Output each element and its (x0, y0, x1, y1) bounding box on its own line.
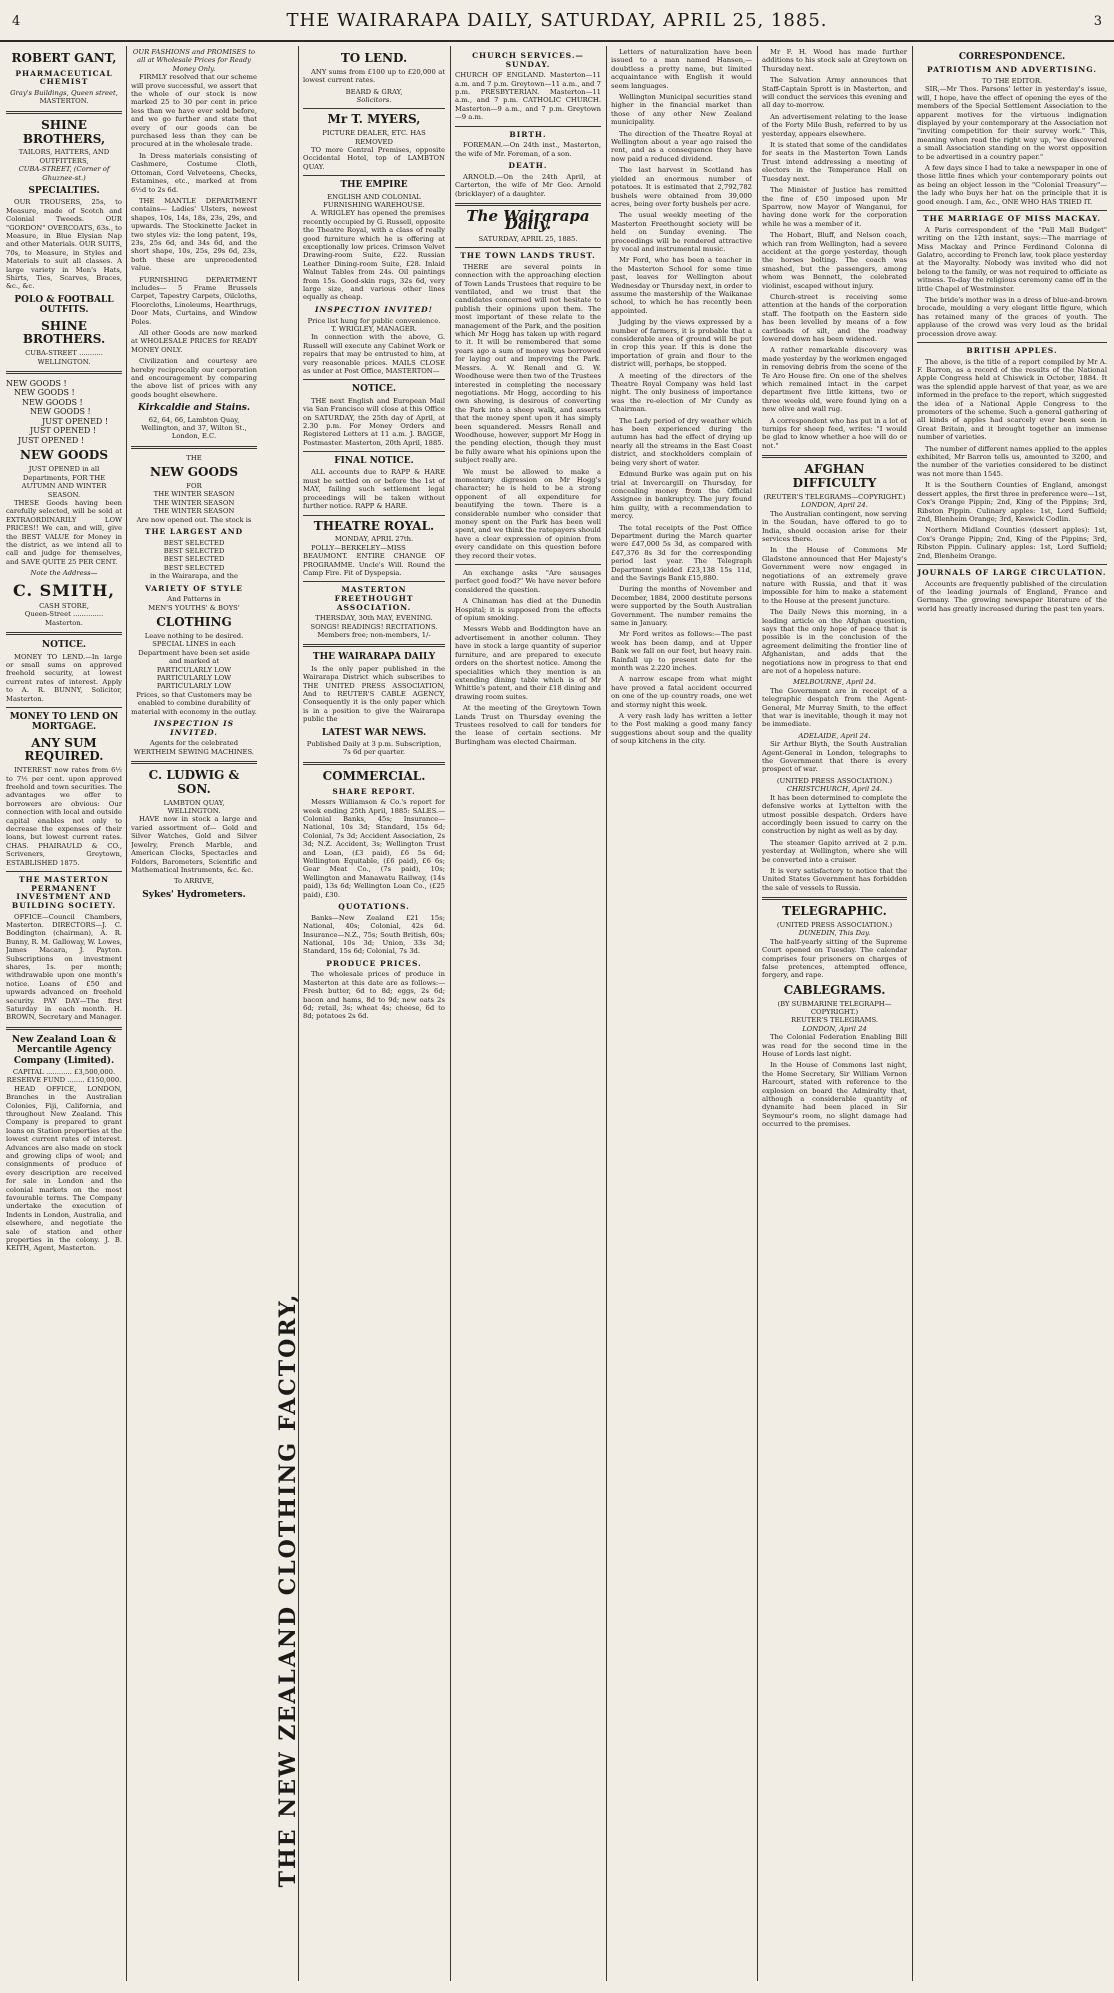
column-7 (917, 48, 1107, 1978)
ad-body: Is the only paper published in the Wairarapa District which subscribes to THE UNITED PRESS ASSOCIATION, And to REUTER'S CABLE AGENCY, Consequently it is the only paper which is in a position to give the Wairarapa public the (303, 664, 445, 724)
article-heading-telegraphic: TELEGRAPHIC. (782, 904, 887, 919)
ad-text: THE (186, 453, 202, 462)
divider (6, 632, 122, 635)
article-heading: BRITISH APPLES. (966, 345, 1058, 355)
ad-address: CUBA-STREET, (Corner of Ghuznee-st.) (18, 165, 110, 182)
article-credit: (BY SUBMARINE TELEGRAPH—COPYRIGHT.) (777, 999, 892, 1016)
ad-body: FIRMLY resolved that our scheme will prove successful, we assert that the whole of our stock is now marked 25 to 30 per cent in price less than we have ever sold before, and we go further and state that every of our goods can be purchased less than they can be procured at in the wholesale trade. (131, 73, 257, 149)
list-item: JUST OPENED ! (18, 435, 85, 445)
ad-body: OFFICE—Council Chambers, Masterton. DIRECTORS—J. C. Boddington (chairman), A. R. Bunny, R. M. Galloway, W. Lowes, James Macara, J. Payton. Subscriptions on investment shares, 1s. per month; withdrawable upon one month's notice. Loans of £50 and upwards advanced on freehold security. PAY DAY—The first Saturday in each month. H. BROWN, Secretary and Manager. (6, 912, 122, 1022)
ad-line: MEN'S YOUTHS' & BOYS' (148, 603, 240, 612)
article-body: At the meeting of the Greytown Town Lands Trust on Thursday evening the Trustees resolved to call for tenders for the lease of certain sections. Mr Burlingham was elected Chairman. (455, 704, 601, 746)
list-item: NEW GOODS ! (22, 397, 83, 407)
ad-address: Gray's Buildings, Queen street, (10, 89, 118, 98)
article-body: FOREMAN.—On 24th inst., Masterton, the wife of Mr. Foreman, of a son. (455, 141, 601, 158)
divider (303, 581, 445, 582)
column-rule (757, 46, 758, 1981)
article-body: It has been determined to complete the defensive works at Lyttelton with the utmost possible despatch. Orders have accordingly been issued to carry on the construction by night as well as by day. (762, 793, 907, 836)
article-body: The Lady period of dry weather which has been experienced during the autumn has had the effect of drying up nearly all the streams in the East Coast district, and stockholders complain of being very short of water. (611, 416, 752, 467)
article-credit: (UNITED PRESS ASSOCIATION.) (776, 776, 893, 785)
ad-body: HEAD OFFICE, LONDON, Branches in the Australian Colonies, Fiji, California, and throughout New Zealand. This Company is prepared to grant loans on Station properties at the lowest current rates of interest. Advances are also made on stock and growing clips of wool; and consignments of produce of every description are received for sale in London and the colonial markets on the most favourable terms. The Company undertake the execution of Indents in London, Australia, and elsewhere, and negotiate the sale of station and other properties in the colony. J. B. KEITH, Agent, Masterton. (6, 1084, 122, 1253)
article-body: The steamer Gapito arrived at 2 p.m. yesterday at Wellington, where she will be converted into a cruiser. (762, 838, 907, 864)
article-credit: (REUTER'S TELEGRAMS—COPYRIGHT.) (763, 492, 906, 501)
editorial-masthead: The Wairarapa Daily. (466, 206, 590, 234)
divider (455, 564, 601, 565)
page-number-right: 3 (1093, 14, 1102, 29)
ad-heading: MONEY TO LEND ON MORTGAGE. (9, 711, 119, 733)
article-body: The Australian contingent, now serving in the Soudan, have offered to go to India, should occasion arise for their services there. (762, 509, 907, 543)
column-6 (762, 48, 907, 1978)
ad-town: WELLINGTON. (167, 807, 221, 816)
article-body: The half-yearly sitting of the Supreme Court opened on Tuesday. The calendar comprises four prisoners on charges of false pretences, attempted offence, forgery, and rape. (762, 937, 907, 980)
divider (131, 446, 257, 449)
divider (303, 451, 445, 452)
section-heading-birth: BIRTH. (509, 129, 547, 139)
article-dateline: CHRISTCHURCH, April 24. (786, 785, 883, 794)
article-body: It is very satisfactory to notice that the United States Government has forbidden the sale of vessels to Russia. (762, 866, 907, 892)
article-credit: (UNITED PRESS ASSOCIATION.) (776, 920, 893, 929)
article-heading: JOURNALS OF LARGE CIRCULATION. (917, 567, 1107, 577)
article-body: ARNOLD.—On the 24th April, at Carterton, the wife of Mr Geo. Arnold (bricklayer) of a daughter. (455, 172, 601, 198)
ad-text: WERTHEIM SEWING MACHINES. (133, 747, 255, 756)
article-body: Banks—New Zealand £21 15s; National, 40s; Colonial, 42s 6d. Insurance—N.Z., 75s; South British, 60s; National, 10s 3d; Union, 33s 3d; Standard, 15s 6d; Colonial, 7s 3d. (303, 913, 445, 956)
ad-heading: INSPECTION IS INVITED. (153, 719, 235, 737)
divider (455, 126, 601, 127)
article-heading-afghan: AFGHAN DIFFICULTY (792, 462, 877, 491)
ad-title: CLOTHING (156, 615, 232, 630)
ad-text: THERSDAY, 30th MAY, EVENING. (315, 614, 433, 623)
vertical-banner (262, 1240, 301, 1940)
ad-heading: MASTERTON FREETHOUGHT ASSOCIATION. (334, 585, 414, 612)
newspaper-title: THE WAIRARAPA DAILY, SATURDAY, APRIL 25, 1885. (286, 10, 828, 31)
ad-line: THE WINTER SEASON (153, 498, 235, 507)
article-dateline: MELBOURNE, April 24. (792, 678, 877, 687)
article-body: A correspondent who has put in a lot of turnips for sheep feed, writes: "I would be glad to know whether a hoe will do or not." (762, 416, 907, 450)
ad-body: ANY sums from £100 up to £20,000 at lowest current rates. (303, 67, 445, 85)
list-item: NEW GOODS ! (6, 378, 67, 388)
ad-subtitle: ENGLISH AND COLONIAL FURNISHING WAREHOUSE. (323, 192, 425, 209)
banner-title: THE NEW ZEALAND CLOTHING FACTORY, (275, 1292, 301, 1888)
ad-town: MASTERTON. (39, 97, 89, 106)
article-body: The Daily News this morning, in a leading article on the Afghan question, says that the only hope of peace that is possible is in the conclusion of the agreement delimiting the frontier line of Afghanistan, and adds that the negotiations now in progress to that end are not of a hopeless nature. (762, 608, 907, 675)
article-body: Messrs Webb and Boddington have an advertisement in another column. They have in stock a large quantity of superior furniture, and are prepared to execute orders on the shortest notice. Among the specialities which they mention is an extending dining table which is of Mr Whittle's patent, and their £18 dining and drawing room suites. (455, 625, 601, 701)
article-body: It is stated that some of the candidates for seats in the Masterton Town Lands Trust intend addressing a meeting of electors in the Temperance Hall on Tuesday next. (762, 141, 907, 183)
article-body: It is the Southern Counties of England, amongst dessert apples, the first three in preference were—1st, Cox's Orange Pippin; 2nd, King of the Pippins; 3rd, Ribston Pippin. Culinary apples: 1st, Lord Suffield; 2nd, Blenheim Orange; 3rd, Keswick Codlin. (917, 481, 1107, 523)
article-body: Northern Midland Counties (dessert apples): 1st, Cox's Orange Pippin; 2nd, King of the Pippins; 3rd, Ribston Pippin. Culinary apples: 1st, Lord Suffield; 2nd, Blenheim Orange. (917, 526, 1107, 560)
article-dateline: DUNEDIN, This Day. (798, 929, 871, 938)
ad-text: SONGS! READINGS! RECITATIONS. (310, 622, 438, 631)
article-subheading: TO THE EDITOR. (981, 76, 1043, 85)
article-dateline: LONDON, April 24 (802, 1024, 867, 1033)
article-body: Messrs Williamson & Co.'s report for week ending 25th April, 1885: SALES.—Colonial Banks, 45s; Insurance—National, 10s 3d; Standard, 15s 6d; Colonial, 7s 3d; Accident Association, 2s 3d; N.Z. Accident, 3s; Wellington Trust and Loan, (£3 paid), £6 5s 6d; Wellington Equitable, (£6 paid), £6 6s; Gear Meat Co., (7s paid), 10s; Wellington and Manawatu Railway, (14s paid), 13s 6d; Wellington Loan Co., (£25 paid), £30. (303, 798, 445, 899)
ad-body: HAVE now in stock a large and varied assortment of— Gold and Silver Watches, Gold and Silver Jewelry, French Marble, and American Clocks, Spectacles and Folders, Barometers, Scientific and Mathematical Instruments, &c. &c. (131, 815, 257, 874)
ad-text: Leave nothing to be desired. (144, 631, 244, 640)
article-body: SIR,—Mr Thos. Parsons' letter in yesterday's issue, will, I hope, have the effect of opening the eyes of the members of the Special Settlement Association to the apparent motives for the virtuous indignation displayed by your contemporary at the Association not "inviting competition for their survey work." This, meaning when read the right way up, "we discovered a small Association standing on the worst opposition to be advertised in a country paper." (917, 85, 1107, 161)
ad-text: FOR (186, 482, 202, 491)
divider (6, 871, 122, 872)
ad-text: And Patterns in (167, 595, 221, 604)
editorial-date: SATURDAY, APRIL 25, 1885. (478, 234, 578, 243)
article-body: Letters of naturalization have been issued to a man named Hansen,—doubtless a pretty name, but limited acquaintance with English it would seem languages. (611, 48, 752, 90)
ad-heading: INSPECTION INVITED! (315, 304, 433, 314)
divider (917, 564, 1107, 565)
ad-signature: T. WRIGLEY, MANAGER. (331, 324, 417, 333)
ad-text: Are now opened out. The stock is (136, 515, 252, 524)
ad-text: Published Daily at 3 p.m. Subscription, 7s 6d per quarter. (306, 739, 442, 757)
article-heading-cablegrams: CABLEGRAMS. (783, 982, 886, 997)
ad-title-ludwig: C. LUDWIG & SON. (148, 768, 240, 796)
list-item: NEW GOODS ! (30, 407, 91, 417)
list-item: JUST OPENED ! (42, 416, 109, 426)
section-heading-death: DEATH. (508, 161, 548, 171)
article-heading: THE MARRIAGE OF MISS MACKAY. (923, 214, 1101, 224)
article-body: An advertisement relating to the lease of the Forty Mile Bush, referred to by us yesterday, appears elsewhere. (762, 112, 907, 138)
article-body: The Colonial Federation Enabling Bill was read for the second time in the House of Lords last night. (762, 1033, 907, 1059)
ad-title: NEW GOODS (150, 465, 238, 480)
column-4 (455, 48, 601, 1978)
article-body: During the months of November and December, 1884, 2000 destitute persons were supported by the South Australian Government. The number remains the same in January. (611, 585, 752, 627)
ad-text: in the Wairarapa, and the (149, 572, 239, 581)
list-item: NEW GOODS ! (14, 388, 75, 398)
ad-title-shine: SHINE BROTHERS, (22, 117, 106, 146)
notice-body: ALL accounts due to RAPP & HARE must be settled on or before the 1st of MAY, failing such settlement legal proceedings will be taken without further notice. RAPP & HARE. (303, 468, 445, 511)
article-dateline: LONDON, April 24. (801, 501, 868, 510)
column-2 (131, 48, 257, 1978)
ad-header: OUR FASHIONS and PROMISES to all at Wholesale Prices for Ready Money Only. (132, 48, 256, 73)
ad-subtitle: PHARMACEUTICAL CHEMIST (15, 68, 113, 87)
article-body: A few days since I had to take a newspaper in one of those little fines which your contemporary points out as being an object lesson in the "Colonial Treasury"—the lady who buys her hat on the principle that it is good enough. I am, &c., ONE WHO HAS TRIED IT. (917, 164, 1107, 206)
ad-text: Price list hung for public convenience. (307, 316, 441, 325)
divider (6, 371, 122, 374)
divider (303, 175, 445, 176)
divider (455, 247, 601, 248)
article-body: Mr F. H. Wood has made further additions to his stock sale at Greytown on Thursday next. (762, 48, 907, 73)
section-heading-commercial: COMMERCIAL. (322, 768, 426, 783)
ad-capital: CAPITAL ............ £3,500,000. (12, 1067, 116, 1076)
article-body: Accounts are frequently published of the circulation of the leading journals of England, France and Germany. The growing newspaper literature of the world has greatly increased during the past ten years. (917, 579, 1107, 613)
article-body: A Chinaman has died at the Dunedin Hospital; it is supposed from the effects of opium smoking. (455, 597, 601, 623)
ad-address: CUBA-STREET ........... WELLINGTON. (25, 349, 103, 366)
ad-body: A. WRIGLEY has opened the premises recently occupied by G. Russell, opposite the Theatre Royal, with a class of really good furniture which he is offering at exceptionally low prices. Crimson Velvet Drawing-room Suite, £22. Russian Leather Dining-room Suite, £28. Inlaid Walnut Tables from 24s. Oil paintings from 15s. Good-skin rugs, 32s 6d, very large size, and various other lines equally as cheap. (303, 209, 445, 302)
article-credit: REUTER'S TELEGRAMS. (790, 1016, 879, 1025)
article-body: THERE are several points in connection with the approaching election of Town Lands Trustees that require to be ventilated, and we trust that the candidates concerned will not hesitate to publish their opinions upon them. The most important of these relate to the management of the Park, and the position which Mr Hogg has taken up with regard to it. It will be remembered that some years ago a sum of money was borrowed for laying out and improving the Park. Messrs. A. W. Renall and G. W. Woodhouse were then two of the Trustees interested in completing the necessary negotiations. Mr Hogg, according to his own showing, is desirous of converting the Park into a sheep walk, and asserts that the money spent upon it has simply been squandered. Messrs Renall and Woodhouse, however, support Mr Hogg in the pending election, though they must be fully aware what his opinions upon the subject really are. (455, 262, 601, 465)
ad-address: LAMBTON QUAY, (163, 798, 225, 807)
divider (917, 342, 1107, 343)
ad-text: Agents for the celebrated (149, 739, 239, 748)
ad-text: SPECIAL LINES in each Department have been set aside and marked at (138, 640, 250, 666)
section-heading-correspondence: CORRESPONDENCE. (958, 52, 1066, 62)
ad-heading: Sykes' Hydrometers. (142, 889, 246, 900)
article-body: CHURCH OF ENGLAND. Masterton—11 a.m. and 7 p.m. Greytown—11 a.m., and 7 p.m. PRESBYTERIAN. Masterton—11 a.m., and 7 p.m. CATHOLIC CHURCH. Masterton—9 a.m., and 7 p.m. Greytown—9 a.m. (455, 71, 601, 122)
column-rule (912, 46, 913, 1981)
ad-line: BEST SELECTED (163, 547, 225, 556)
divider (6, 111, 122, 114)
ad-body: In connection with the above, G. Russell will execute any Cabinet Work or repairs that may be entrusted to him, at very reasonable prices. MAILS CLOSE as under at Post Office, MASTERTON— (303, 333, 445, 375)
ad-title-empire: THE EMPIRE (340, 180, 408, 191)
ad-line: BEST SELECTED (163, 538, 225, 547)
divider (917, 210, 1107, 211)
article-body: Judging by the views expressed by a number of farmers, it is probable that a considerable area of ground will be put in crop this year. If this is done the importation of grain and flour to the district will, perhaps, be stopped. (611, 318, 752, 369)
notice-body: THE next English and European Mail via San Francisco will close at this Office on SATURDAY, the 25th day of April, at 2.30 p.m. For Money Orders and Registered Letters at 11 a.m. J. BAGGE, Postmaster. Masterton, 20th April, 1885. (303, 396, 445, 447)
ad-title-shine-2: SHINE BROTHERS. (22, 318, 106, 347)
page-number-left: 4 (12, 14, 21, 29)
ad-text: To ARRIVE, (173, 877, 215, 886)
divider (303, 644, 445, 647)
article-body: The usual weekly meeting of the Masterton Freethought society will be held on Sunday evening. The proceedings will be rendered attractive by vocal and instrumental music. (611, 211, 752, 253)
divider (762, 897, 907, 900)
ad-body: All other Goods are now marked at WHOLESALE PRICES for READY MONEY ONLY. (131, 329, 257, 354)
article-body: Church-street is receiving some attention at the hands of the corporation staff. The footpath on the Eastern side has been levelled by means of a few cartloads of silt, and the roadway lowered down has been widened. (762, 292, 907, 343)
ad-text: Members free; non-members, 1/- (317, 631, 431, 640)
ad-title: ANY SUM REQUIRED. (24, 735, 104, 764)
ad-title-gant: ROBERT GANT, (11, 51, 117, 65)
ad-address: Queen-Street .............. Masterton. (24, 610, 104, 627)
article-body: An exchange asks "Are sausages perfect good food?" We have never before considered the question. (455, 569, 601, 594)
ad-date: MONDAY, APRIL 27th. (334, 535, 414, 544)
ad-title-to-lend: TO LEND. (340, 51, 408, 65)
notice-heading: NOTICE. (351, 384, 397, 395)
article-body: The Government are in receipt of a telegraphic despatch from the Agent-General, Mr Murray Smith, to the effect that war is inevitable, though it may not be immediate. (762, 686, 907, 729)
ad-signature: BEARD & GRAY, (345, 87, 403, 96)
ad-title-theatre: THEATRE ROYAL. (313, 518, 435, 533)
ad-subtitle: CASH STORE, (39, 601, 89, 610)
column-1 (6, 48, 122, 1978)
section-subheading: QUOTATIONS. (338, 902, 410, 912)
article-body: The bride's mother was in a dress of blue-and-brown brocade, moulding a very elegant little figure, which has retained many of the graces of youth. The applause of the crowd was very loud as the bridal procession drove away. (917, 295, 1107, 338)
notice-heading: NOTICE. (41, 640, 87, 651)
ad-reserve: RESERVE FUND ........ £150,000. (6, 1076, 122, 1085)
ad-title-myers: Mr T. MYERS, (327, 112, 421, 127)
ad-body: POLLY—BERKELEY—MISS BEAUMONT. ENTIRE CHANGE OF PROGRAMME. Uncle's Will. Round the Camp Fire. Fit of Dyspepsia. (303, 543, 445, 577)
article-body: A very rash lady has written a letter to the Post making a good many fancy suggestions about soup and the quality of soup kitchens in the city. (611, 712, 752, 746)
ad-heading: LATEST WAR NEWS. (321, 727, 427, 738)
ad-body: TO more Central Premises, opposite Occidental Hotel, top of LAMBTON QUAY. (303, 146, 445, 171)
divider (303, 515, 445, 516)
ad-line: PARTICULARLY LOW (156, 673, 232, 682)
article-body: A meeting of the directors of the Theatre Royal Company was held last night. The only business of importance was the re-election of Mr Cundy as Chairman. (611, 371, 752, 414)
divider (303, 379, 445, 380)
article-body: A narrow escape from what might have proved a fatal accident occurred on one of the up country roads, one wet and stormy night this week. (611, 675, 752, 709)
ad-heading: VARIETY OF STYLE (145, 583, 243, 593)
section-subheading: PRODUCE PRICES. (326, 958, 422, 968)
article-body: A rather remarkable discovery was made yesterday by the workmen engaged in removing debris from the scene of the Te Aro House fire. On one of the shelves which remained intact in the carpet department five little kittens, two or three weeks old, were found lying on a new olive and wall rug. (762, 346, 907, 414)
ad-subtitle: TAILORS, HATTERS, AND OUTFITTERS, (18, 148, 110, 165)
new-goods-list (6, 379, 122, 446)
ad-body: OUR TROUSERS, 25s, to Measure, made of Scotch and Colonial Tweeds. OUR "GORDON" OVERCOATS, 63s., to Measure, in Blue Elysian Nap and other Materials. OUR SUITS, 70s, to Measure, in Styles and Materials to suit all classes. A large variety in Men's Hats, Shirts, Ties, Scarves, Braces, &c., &c. (6, 198, 122, 291)
ad-line: PARTICULARLY LOW (156, 665, 232, 674)
article-body: In the House of Commons last night, the Home Secretary, Sir William Vernon Harcourt, stated with reference to the explosion on board the Admiralty that, although a considerable quantity of dynamite had been placed in Sir Seymour's room, no slight damage had occurred to the premises. (762, 1061, 907, 1129)
article-body: Edmund Burke was again put on his trial at Invercargill on Thursday, for concealing money from the Official Assignee in bankruptcy. The jury found him guilty, with a recommendation to mercy. (611, 470, 752, 521)
ad-text: JUST OPENED in all Departments, FOR THE AUTUMN AND WINTER SEASON. (21, 465, 107, 499)
article-body: In the House of Commons Mr Gladstone announced that Her Majesty's Government were now engaged in negotiations of an extremely grave nature with Russia, and that it was impossible for him to make a statement to the House at the present juncture. (762, 546, 907, 605)
article-body: Sir Arthur Blyth, the South Australian Agent-General in London, telegraphs to the Government that there is every prospect of war. (762, 740, 907, 774)
notice-body: MONEY TO LEND.—In large or small sums on approved freehold security, at lowest current rates of interest. Apply to A. R. BUNNY, Solicitor, Masterton. (6, 652, 122, 703)
ad-signature-role: Solicitors. (356, 96, 392, 105)
ad-line: THE WINTER SEASON (153, 490, 235, 499)
ad-address: 62, 64, 66, Lambton Quay, Wellington, and 37, Wilton St., London, E.C. (141, 415, 247, 441)
ad-title-wairarapa-daily: THE WAIRARAPA DAILY (312, 652, 436, 663)
section-subheading: SHARE REPORT. (332, 786, 416, 796)
article-body: The Salvation Army announces that Staff-Captain Sprott is in Masterton, and will conduct the services this evening and all day to-morrow. (762, 76, 907, 110)
article-body: The last harvest in Scotland has yielded an enormous number of potatoes. It is estimated that 2,792,782 bushels were obtained from 39,000 acres, being over forty bushels per acre. (611, 166, 752, 208)
ad-title-smith: C. SMITH, (13, 580, 115, 600)
article-body: The Minister of Justice has remitted the fine of £50 imposed upon Mr Sparrow, now Mayor of Wanganui, for having done work for the corporation while he was a member of it. (762, 186, 907, 228)
column-rule (450, 46, 451, 1981)
article-body: The wholesale prices of produce in Masterton at this date are as follows:—Fresh butter, 6d to 8d; eggs, 2s 6d; bacon and hams, 8d to 9d; new oats 2s 6d; retail, 3s; wheat 4s; cheese, 6d to 8d; potatoes 2s 6d. (303, 970, 445, 1021)
list-item: JUST OPENED ! (30, 426, 97, 436)
ad-text: Prices, so that Customers may be enabled to combine durability of material with economy in the outlay. (131, 690, 257, 716)
column-3 (303, 48, 445, 1978)
article-dateline: ADELAIDE, April 24. (798, 731, 871, 740)
article-body: The Hobart, Bluff, and Nelson coach, which ran from Wellington, had a severe accident at the gorge yesterday, though the horses bolting. The coach was smashed, but the passengers, among whom was Bennett, the celebrated violinist, escaped without injury. (762, 231, 907, 290)
masthead (0, 0, 1114, 42)
ad-title-nz-loan: New Zealand Loan & Mercantile Agency Company (Limited). (11, 1034, 117, 1066)
column-rule (606, 46, 607, 1981)
ad-body: THE MANTLE DEPARTMENT contains— Ladies' Ulsters, newest shapes, 10s, 14s, 18s, 23s, 29s, and upwards. The Stockinette Jacket in two styles viz: the long patent, 19s, 23s, 25s 6d, and 34s 6d, and the short shape, 10s, 25s, 29s 6d, 23s, both these are unprecedented value. (131, 196, 257, 273)
ad-heading: THE MASTERTON PERMANENT INVESTMENT AND BUILDING SOCIETY. (11, 875, 117, 910)
ad-heading: THE LARGEST AND (144, 527, 244, 537)
ad-heading: SPECIALTIES. (28, 186, 100, 197)
divider (303, 108, 445, 109)
ad-body: THESE Goods having been carefully selected, will be sold at EXTRAORDINARILY LOW PRICES!! We can, and will, give the BEST VALUE for Money in the district, as we intend all to call and judge for themselves, and SAVE QUITE 25 PER CENT. (6, 498, 122, 566)
article-heading: THE TOWN LANDS TRUST. (460, 251, 596, 261)
section-heading-church: CHURCH SERVICES.—SUNDAY. (472, 51, 584, 69)
article-heading: PATRIOTISM AND ADVERTISING. (926, 65, 1097, 75)
divider (6, 707, 122, 708)
divider (303, 762, 445, 765)
article-body: The above, is the title of a report compiled by Mr A. F. Barron, as a record of the results of the National Apple Congress held at Chiswick in October, 1884. It was the splendid apple harvest of that year, as we are informed in the preface to the report, which suggested the idea of a National Apple Congress to the promoters of the scheme. Such a general gathering of all kinds of apples had scarcely ever been seen in Great Britain, and it brought together an immense number of varieties. (917, 357, 1107, 442)
ad-body: FURNISHING DEPARTMENT includes— 5 Frame Brussels Carpet, Tapestry Carpets, Oilcloths, Floorcloths, Linoleums, Hearthrugs, Door Mats, Curtains, and Window Poles. (131, 275, 257, 326)
article-body: Mr Ford, who has been a teacher in the Masterton School for some time past, leaves for Wellington about Wednesday or Thursday next, in order to assume the mastership of the Waikanae school, to which he has recently been appointed. (611, 256, 752, 315)
divider (455, 203, 601, 206)
column-5 (611, 48, 752, 1978)
divider (6, 1027, 122, 1030)
article-body: The number of different names applied to the apples exhibited, Mr Barron tells us, amounted to 3200, and the number of the varieties considered to be distinct was not more than 1545. (917, 444, 1107, 478)
divider (762, 455, 907, 458)
article-body: A Paris correspondent of the "Pall Mall Budget" writing on the 12th instant, says:—The marriage of Miss Mackay and Prince Ferdinand Colonna di Galatro, according to French law, took place yesterday at the Mayoralty. Nobody was invited who did not belong to the family, or was not required to officiate as witness. To-day the religious ceremony came off in the little Chapel of Westminster. (917, 225, 1107, 293)
article-body: The direction of the Theatre Royal at Wellington about a year ago raised the rent, and as a consequence they have now paid a reduced dividend. (611, 129, 752, 163)
article-body: Mr Ford writes as follows:—The past week has been damp, and at Upper Bank we fall on our feet, but heavy rain. Rainfall up to present date for the month was 2.220 inches. (611, 630, 752, 673)
ad-note: Note the Address— (30, 569, 98, 578)
ad-line: BEST SELECTED (163, 563, 225, 572)
notice-heading: FINAL NOTICE. (334, 456, 414, 467)
ad-heading: POLO & FOOTBALL OUTFITS. (14, 294, 114, 316)
ad-subtitle: PICTURE DEALER, ETC. HAS REMOVED (322, 129, 426, 146)
ad-body: In Dress materials consisting of Cashmere, Costume Cloth, Ottoman, Cord Velveteens, Checks, Estamines, etc., marked at from 6½d to 2s 6d. (131, 151, 257, 194)
ad-title: NEW GOODS (20, 448, 108, 463)
ad-title-kirkcaldie: Kirkcaldie and Stains. (138, 403, 250, 414)
column-rule (126, 46, 127, 1981)
article-body: We must be allowed to make a momentary digression on Mr Hogg's character; he is held to be a strong opponent of all expenditure for beautifying the town. There is a considerable number who consider that money spent on the Park has been well spent, and we think the ratepayers should have a clear expression of opinion from every candidate on this question before they record their votes. (455, 467, 601, 560)
ad-body: Civilization and courtesy are hereby reciprocally our corporation and encouragement by comparing the above list of prices with any goods bought elsewhere. (131, 357, 257, 399)
article-body: The total receipts of the Post Office Department during the March quarter were £47,000 5s 3d, as compared with £47,376 8s 3d for the corresponding period last year. The Telegraph Department yielded £23,138 15s 11d, and the Savings Bank £15,880. (611, 523, 752, 582)
ad-line: BEST SELECTED (163, 555, 225, 564)
ad-body: INTEREST now rates from 6½ to 7½ per cent. upon approved freehold and town securities. The advantages we offer to borrowers are obvious: Our connection with local and outside capital enables not only to decrease the expenses of their loans, but lowest current rates. CHAS. PHAIRAULD & CO., Scriveners, Greytown, ESTABLISHED 1875. (6, 766, 122, 867)
article-body: Wellington Municipal securities stand higher in the financial market than those of any other New Zealand municipality. (611, 93, 752, 127)
ad-line: PARTICULARLY LOW (156, 682, 232, 691)
divider (131, 761, 257, 764)
ad-line: THE WINTER SEASON (153, 507, 235, 516)
